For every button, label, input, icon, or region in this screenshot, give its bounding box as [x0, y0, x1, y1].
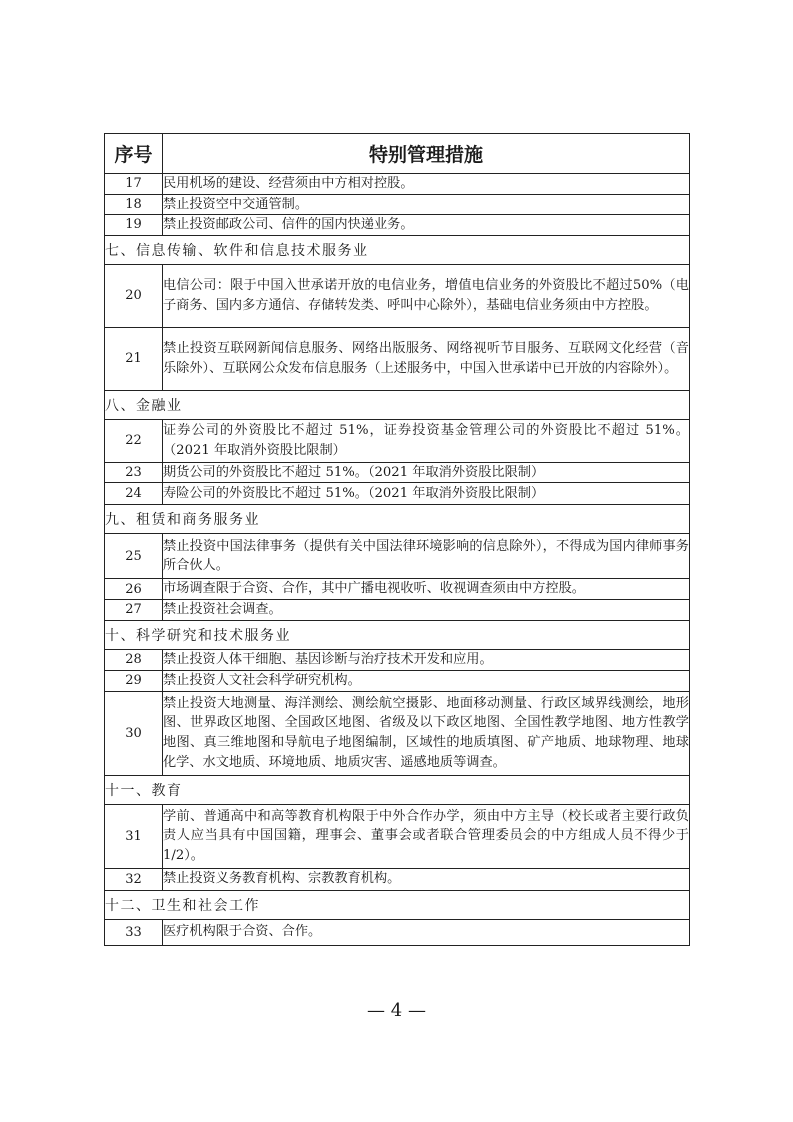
table-row	[105, 670, 690, 691]
row-measure: 期货公司的外资股比不超过 51%。（2021 年取消外资股比限制）	[163, 462, 690, 483]
table-row	[105, 919, 690, 945]
table-row	[105, 534, 690, 579]
row-measure: 民用机场的建设、经营须由中方相对控股。	[163, 174, 690, 195]
table-body	[105, 174, 690, 946]
section-row	[105, 235, 690, 264]
table-row	[105, 264, 690, 327]
row-measure: 禁止投资大地测量、海洋测绘、测绘航空摄影、地面移动测量、行政区域界线测绘，地形图、世界政区地图、全国政区地图、省级及以下政区地图、全国性教学地图、地方性教学地图、真三维地图和导航电子地图编制，区域性的地质填图、矿产地质、地球物理、地球化学、水文地质、环境地质、地质灾害、遥感地质等调查。	[163, 691, 690, 775]
row-measure: 禁止投资邮政公司、信件的国内快递业务。	[163, 215, 690, 236]
table-row	[105, 215, 690, 236]
section-row	[105, 775, 690, 804]
row-number: 29	[105, 670, 163, 691]
table-row	[105, 868, 690, 890]
row-number: 26	[105, 579, 163, 600]
row-number: 20	[105, 264, 163, 327]
header-num: 序号	[105, 134, 163, 174]
section-row	[105, 890, 690, 919]
row-number: 23	[105, 462, 163, 483]
row-number: 30	[105, 691, 163, 775]
row-measure: 市场调查限于合资、合作，其中广播电视收听、收视调查须由中方控股。	[163, 579, 690, 600]
table-row	[105, 649, 690, 670]
row-number: 24	[105, 483, 163, 505]
section-row	[105, 505, 690, 534]
row-number: 19	[105, 215, 163, 236]
section-title: 十二、卫生和社会工作	[105, 890, 690, 919]
table-row	[105, 599, 690, 620]
table-row	[105, 691, 690, 775]
row-measure: 证券公司的外资股比不超过 51%，证券投资基金管理公司的外资股比不超过 51%。（2021 年取消外资股比限制）	[163, 419, 690, 462]
row-measure: 学前、普通高中和高等教育机构限于中外合作办学，须由中方主导（校长或者主要行政负责人应当具有中国国籍，理事会、董事会或者联合管理委员会的中方组成人员不得少于 1/2）。	[163, 804, 690, 868]
row-measure: 禁止投资人文社会科学研究机构。	[163, 670, 690, 691]
row-measure: 寿险公司的外资股比不超过 51%。（2021 年取消外资股比限制）	[163, 483, 690, 505]
header-measure: 特别管理措施	[163, 134, 690, 174]
row-number: 27	[105, 599, 163, 620]
table-row	[105, 483, 690, 505]
section-row	[105, 620, 690, 649]
row-number: 33	[105, 919, 163, 945]
row-number: 31	[105, 804, 163, 868]
section-title: 九、租赁和商务服务业	[105, 505, 690, 534]
section-title: 八、金融业	[105, 390, 690, 419]
section-title: 十一、教育	[105, 775, 690, 804]
table-row	[105, 462, 690, 483]
section-title: 十、科学研究和技术服务业	[105, 620, 690, 649]
row-measure: 禁止投资义务教育机构、宗教教育机构。	[163, 868, 690, 890]
row-measure: 禁止投资空中交通管制。	[163, 194, 690, 215]
row-number: 21	[105, 327, 163, 390]
section-row	[105, 390, 690, 419]
row-measure: 禁止投资中国法律事务（提供有关中国法律环境影响的信息除外），不得成为国内律师事务所合伙人。	[163, 534, 690, 579]
table-row	[105, 194, 690, 215]
table-header-row	[105, 134, 690, 174]
row-number: 18	[105, 194, 163, 215]
table-row	[105, 579, 690, 600]
table-row	[105, 174, 690, 195]
row-measure: 电信公司：限于中国入世承诺开放的电信业务，增值电信业务的外资股比不超过50%（电子商务、国内多方通信、存储转发类、呼叫中心除外），基础电信业务须由中方控股。	[163, 264, 690, 327]
measures-table	[104, 133, 690, 946]
row-number: 32	[105, 868, 163, 890]
row-measure: 医疗机构限于合资、合作。	[163, 919, 690, 945]
page-number: — 4 —	[367, 1000, 426, 1021]
row-measure: 禁止投资人体干细胞、基因诊断与治疗技术开发和应用。	[163, 649, 690, 670]
table-row	[105, 804, 690, 868]
row-number: 17	[105, 174, 163, 195]
row-measure: 禁止投资社会调查。	[163, 599, 690, 620]
table-row	[105, 327, 690, 390]
row-number: 28	[105, 649, 163, 670]
table-row	[105, 419, 690, 462]
row-measure: 禁止投资互联网新闻信息服务、网络出版服务、网络视听节目服务、互联网文化经营（音乐除外）、互联网公众发布信息服务（上述服务中，中国入世承诺中已开放的内容除外）。	[163, 327, 690, 390]
row-number: 25	[105, 534, 163, 579]
row-number: 22	[105, 419, 163, 462]
section-title: 七、信息传输、软件和信息技术服务业	[105, 235, 690, 264]
